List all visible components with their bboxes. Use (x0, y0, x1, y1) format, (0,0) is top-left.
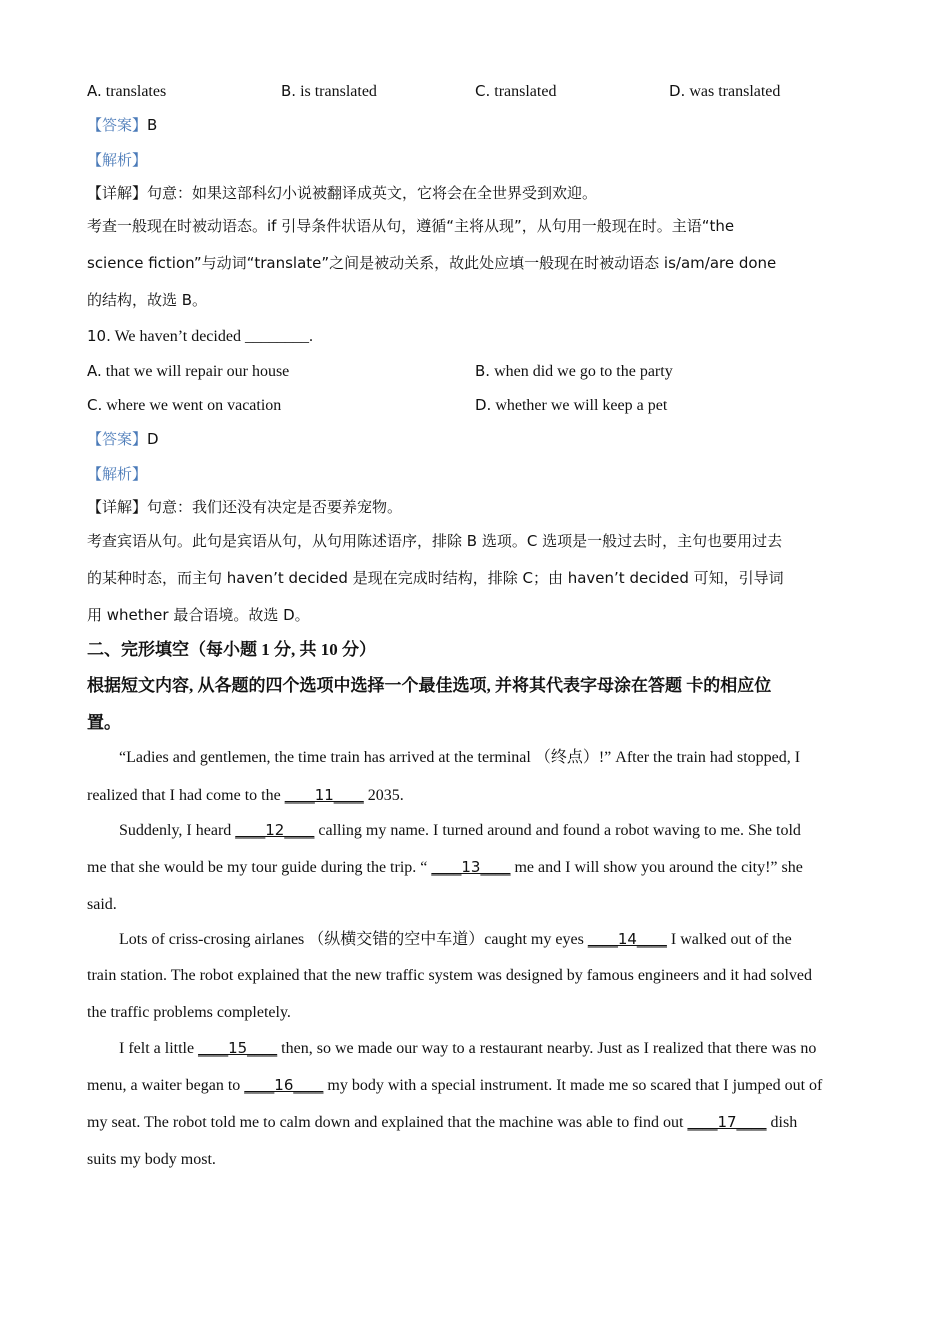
passage-text: dish (766, 1114, 798, 1131)
passage-p1-line2 (87, 785, 404, 806)
passage-p2-line2 (87, 857, 803, 878)
question-text: We haven’t decided ________. (114, 328, 313, 345)
question-number: 10. (87, 327, 111, 345)
option-text: translated (494, 83, 557, 100)
answer-tag: 【答案】 (87, 430, 148, 448)
answer-value: B (147, 116, 158, 134)
passage-text: me that she would be my tour guide during the trip. “ (87, 859, 432, 876)
q9-option-d (669, 81, 780, 102)
passage-text: me and I will show you around the city!” she (510, 859, 803, 876)
passage-p3-line1 (119, 929, 792, 950)
option-text: when did we go to the party (494, 363, 673, 380)
q9-detail: 【详解】句意：如果这部科幻小说被翻译成英文，它将会在全世界受到欢迎。 (87, 184, 598, 202)
q10-option-b (475, 361, 673, 382)
blank-12: ____12____ (235, 821, 315, 839)
passage-text: menu, a waiter began to (87, 1077, 245, 1094)
option-letter: D. (475, 396, 492, 414)
passage-text: realized that I had come to the (87, 787, 285, 804)
q10-explanation-line3: 用 whether 最合语境。故选 D。 (87, 606, 310, 624)
answer-tag: 【答案】 (87, 116, 148, 134)
option-text: that we will repair our house (105, 363, 290, 380)
blank-15: ____15____ (198, 1039, 278, 1057)
blank-16: ____16____ (244, 1076, 324, 1094)
passage-p3-line2: train station. The robot explained that the new traffic system was designed by famous engineers and it had solved (87, 967, 812, 984)
q10-stem (87, 326, 313, 347)
q9-option-a (87, 81, 166, 102)
answer-value: D (147, 430, 159, 448)
option-letter: C. (475, 82, 491, 100)
option-letter: A. (87, 82, 102, 100)
passage-p4-line4: suits my body most. (87, 1151, 216, 1168)
option-letter: A. (87, 362, 102, 380)
q10-option-a (87, 361, 289, 382)
passage-p4-line3 (87, 1112, 797, 1133)
q10-explanation-line2: 的某种时态，而主句 haven’t decided 是现在完成时结构，排除 C；由 haven’t decided 可知，引导词 (87, 569, 784, 587)
passage-text: I felt a little (119, 1040, 199, 1057)
passage-p2-line3: said. (87, 896, 117, 913)
blank-13: ____13____ (431, 858, 511, 876)
q10-explanation-line1: 考查宾语从句。此句是宾语从句，从句用陈述语序，排除 B 选项。C 选项是一般过去时，主句也要用过去 (87, 532, 783, 550)
passage-p1-line1: “Ladies and gentlemen, the time train has arrived at the terminal （终点）!” After the train had stopped, I (119, 749, 801, 766)
q9-explanation-line2: science fiction”与动词“translate”之间是被动关系，故此处应填一般现在时被动语态 is/am/are done (87, 254, 777, 272)
section-title: 二、完形填空（每小题 1 分, 共 10 分） (87, 640, 376, 659)
passage-text: my body with a special instrument. It made me so scared that I jumped out of (323, 1077, 823, 1094)
option-letter: D. (669, 82, 686, 100)
passage-text: then, so we made our way to a restaurant nearby. Just as I realized that there was no (277, 1040, 817, 1057)
option-text: where we went on vacation (106, 397, 282, 414)
option-text: translates (105, 83, 167, 100)
passage-text: Lots of criss-crosing airlanes （纵横交错的空中车道）caught my eyes (119, 931, 588, 948)
blank-14: ____14____ (587, 930, 667, 948)
q9-explanation-line3: 的结构，故选 B。 (87, 291, 208, 309)
q9-option-c (475, 81, 556, 102)
passage-p2-line1 (119, 820, 801, 841)
q10-answer (87, 429, 159, 449)
option-letter: B. (281, 82, 297, 100)
blank-11: ____11____ (284, 786, 364, 804)
section-instruction-line2: 置。 (87, 713, 121, 732)
option-letter: B. (475, 362, 491, 380)
q10-option-c (87, 395, 281, 416)
passage-text: I walked out of the (666, 931, 792, 948)
passage-p4-line2 (87, 1075, 822, 1096)
q10-option-d (475, 395, 667, 416)
q10-analysis-tag: 【解析】 (87, 465, 148, 483)
passage-text: my seat. The robot told me to calm down and explained that the machine was able to find out (87, 1114, 688, 1131)
option-letter: C. (87, 396, 103, 414)
passage-text: calling my name. I turned around and found a robot waving to me. She told (314, 822, 801, 839)
passage-text: 2035. (363, 787, 404, 804)
passage-text: Suddenly, I heard (119, 822, 236, 839)
option-text: is translated (300, 83, 377, 100)
q9-option-b (281, 81, 377, 102)
blank-17: ____17____ (687, 1113, 767, 1131)
option-text: whether we will keep a pet (495, 397, 668, 414)
q9-answer (87, 115, 157, 135)
passage-p4-line1 (119, 1038, 816, 1059)
q9-explanation-line1: 考查一般现在时被动语态。if 引导条件状语从句，遵循“主将从现”，从句用一般现在时。主语“the (87, 217, 735, 235)
q10-detail: 【详解】句意：我们还没有决定是否要养宠物。 (87, 498, 403, 516)
q9-analysis-tag: 【解析】 (87, 151, 148, 169)
option-text: was translated (689, 83, 781, 100)
passage-p3-line3: the traffic problems completely. (87, 1004, 291, 1021)
section-instruction-line1: 根据短文内容, 从各题的四个选项中选择一个最佳选项, 并将其代表字母涂在答题 卡的相应位 (87, 676, 772, 695)
